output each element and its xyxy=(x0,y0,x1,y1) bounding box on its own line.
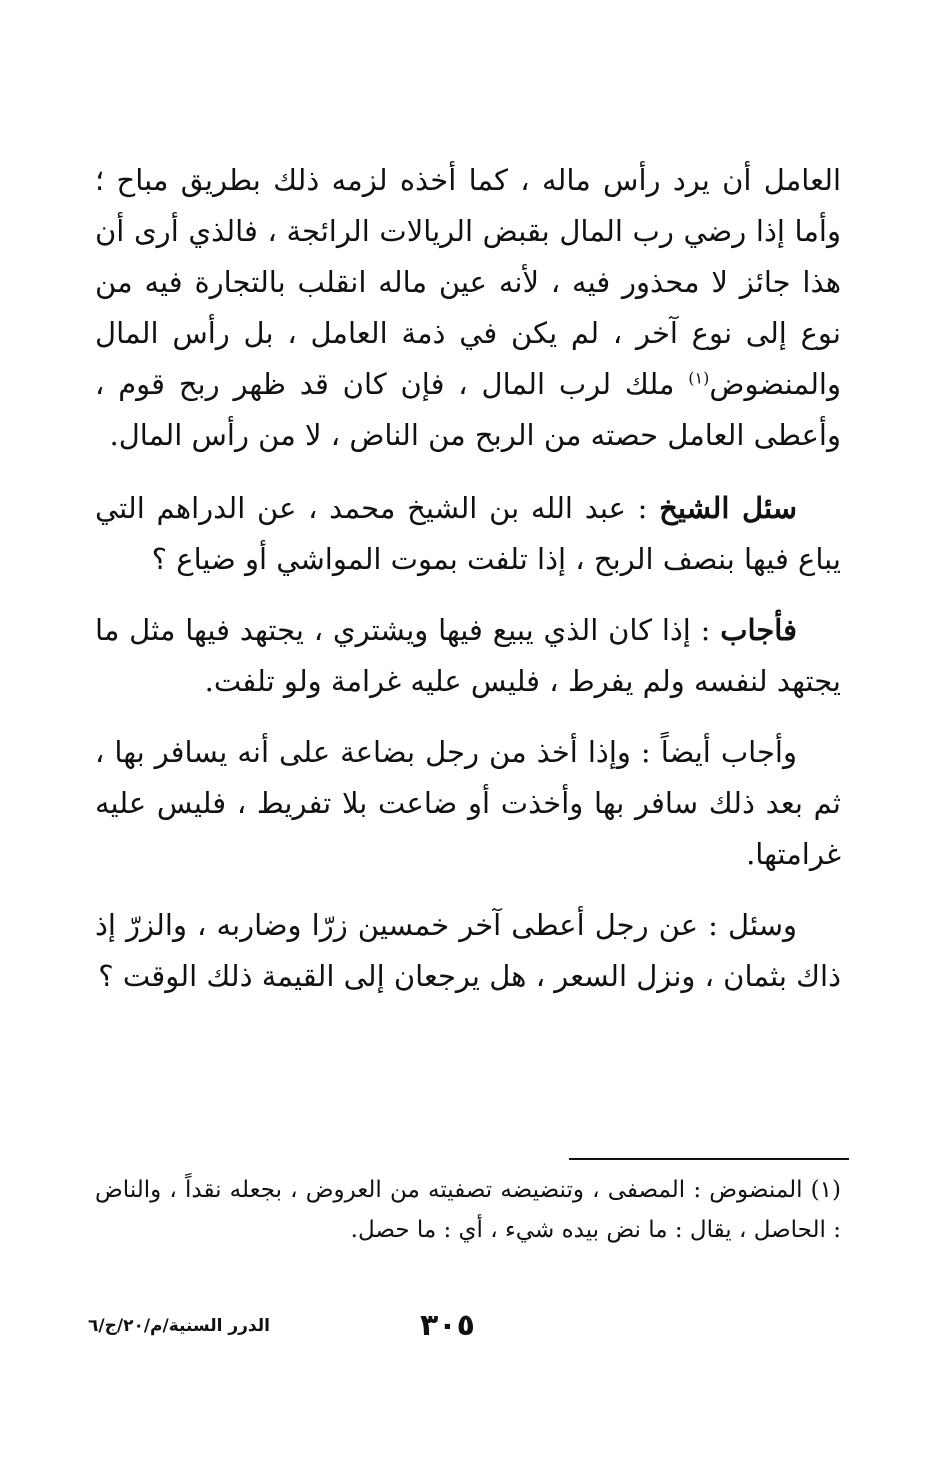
paragraph-5 xyxy=(95,900,841,1002)
paragraph-3 xyxy=(95,605,841,707)
footnote xyxy=(95,1170,841,1250)
paragraph-2-lead: سئل الشيخ xyxy=(659,491,798,525)
paragraph-1 xyxy=(95,155,841,461)
footnote-text: (١) المنضوض : المصفى ، وتنضيضه تصفيته من العروض ، بجعله نقداً ، والناض : الحاصل ، يقال : ما نض بيده شيء ، أي : ما حصل. xyxy=(95,1177,841,1243)
footnote-marker: (١) xyxy=(688,368,710,388)
paragraph-3-lead: فأجاب xyxy=(720,613,797,647)
paragraph-1-text-b: ملك لرب المال ، فإن كان قد ظهر ربح قوم ، وأعطى العامل حصته من الربح من الناض ، لا من رأس المال. xyxy=(95,367,841,452)
paragraph-5-text: وسئل : عن رجل أعطى آخر خمسين زرّا وضاربه ، والزرّ إذ ذاك بثمان ، ونزل السعر ، هل يرجعان إلى القيمة ذلك الوقت ؟ xyxy=(95,908,841,993)
paragraph-4 xyxy=(95,727,841,880)
book-reference: الدرر السنية/م/٢٠/ج/٦ xyxy=(88,1316,270,1336)
paragraph-2-text: : عبد الله بن الشيخ محمد ، عن الدراهم التي يباع فيها بنصف الربح ، إذا تلفت بموت المواشي أو ضياع ؟ xyxy=(95,491,841,576)
paragraph-3-text: : إذا كان الذي يبيع فيها ويشتري ، يجتهد فيها مثل ما يجتهد لنفسه ولم يفرط ، فليس عليه غرامة ولو تلفت. xyxy=(95,613,841,698)
paragraph-2 xyxy=(95,483,841,585)
paragraph-4-text: وأجاب أيضاً : وإذا أخذ من رجل بضاعة على أنه يسافر بها ، ثم بعد ذلك سافر بها وأخذت أو ضاعت بلا تفريط ، فليس عليه غرامتها. xyxy=(95,735,841,871)
paragraph-1-text-a: العامل أن يرد رأس ماله ، كما أخذه لزمه ذلك بطريق مباح ؛ وأما إذا رضي رب المال بقبض الريالات الرائجة ، فالذي أرى أن هذا جائز لا محذور فيه ، لأنه عين ماله انقلب بالتجارة فيه من نوع إلى نوع آخر ، لم يكن في ذمة العامل ، بل رأس المال والمنضوض xyxy=(95,163,841,401)
footnote-divider xyxy=(569,1158,849,1160)
page-number: ٣٠٥ xyxy=(420,1308,475,1343)
main-text xyxy=(95,155,841,1022)
